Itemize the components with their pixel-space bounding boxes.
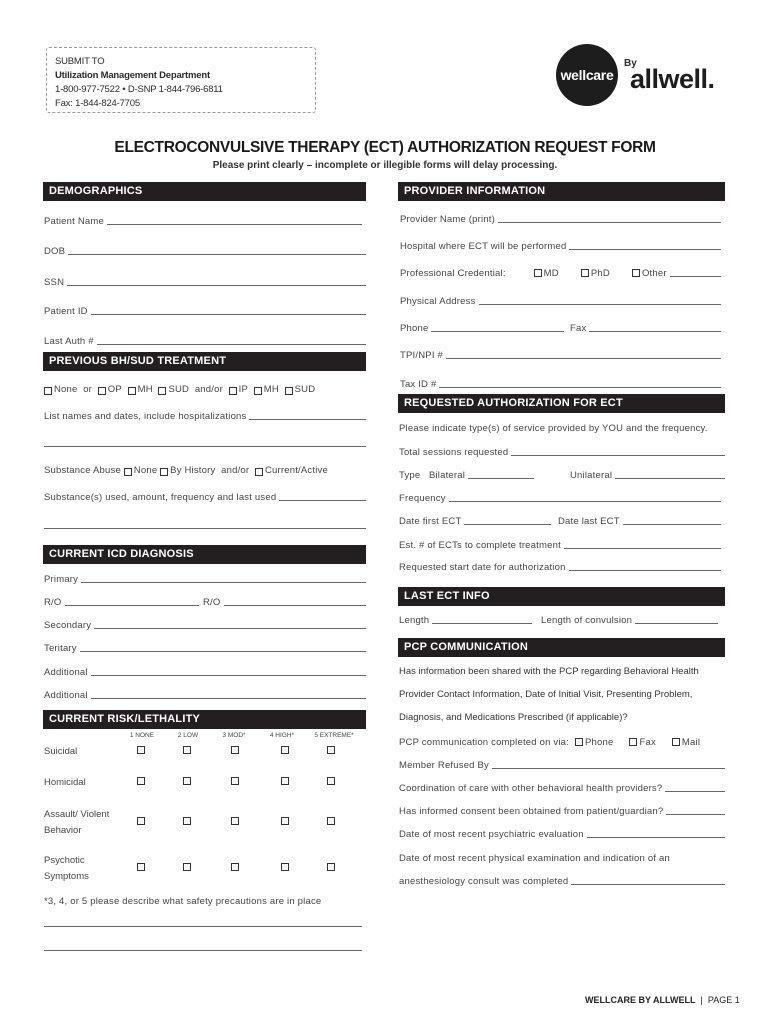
risk-row-behavior: Behavior [44, 825, 82, 836]
risk-checkbox-assault-2[interactable] [183, 817, 191, 825]
pcp-completed-row: PCP communication completed on via: Phone Fax Mail [399, 737, 701, 748]
consent-field[interactable]: Has informed consent been obtained from patient/guardian? [399, 806, 725, 817]
risk-checkbox-suicidal-5[interactable] [327, 746, 335, 754]
requested-header: REQUESTED AUTHORIZATION FOR ECT [398, 394, 725, 413]
submit-dept: Utilization Management Department [55, 70, 210, 81]
demographics-header: DEMOGRAPHICS [43, 182, 366, 201]
additional2-field[interactable]: Additional [44, 690, 366, 701]
sud-ip-checkbox[interactable] [285, 387, 293, 395]
provider-header: PROVIDER INFORMATION [398, 182, 725, 201]
type-bilateral-field[interactable]: Type Bilateral [399, 470, 534, 481]
none-checkbox[interactable] [44, 387, 52, 395]
risk-checkbox-assault-3[interactable] [231, 817, 239, 825]
patient-id-field[interactable]: Patient ID [44, 306, 366, 317]
pcp-line-1: Has information been shared with the PCP regarding Behavioral Health [399, 666, 699, 677]
safety-line-1[interactable] [44, 926, 362, 927]
risk-checkbox-psychotic-1[interactable] [137, 863, 145, 871]
coordination-field[interactable]: Coordination of care with other behavioral health providers? [399, 783, 725, 794]
op-checkbox[interactable] [98, 387, 106, 395]
risk-checkbox-homicidal-5[interactable] [327, 777, 335, 785]
risk-checkbox-assault-1[interactable] [137, 817, 145, 825]
risk-col-mod: 3 MOD* [222, 732, 246, 739]
pcp-mail-checkbox[interactable] [672, 738, 680, 746]
risk-checkbox-suicidal-3[interactable] [231, 746, 239, 754]
credential-row: Professional Credential: MD PhD Other [400, 268, 721, 279]
fax-field[interactable]: Fax [570, 323, 721, 334]
provider-name-field[interactable]: Provider Name (print) [400, 214, 721, 225]
icd-header: CURRENT ICD DIAGNOSIS [43, 545, 366, 564]
substance-abuse-row: Substance Abuse None By History and/or Current/Active [44, 465, 328, 476]
physical-line-1: Date of most recent physical examination and indication of an [399, 853, 670, 864]
form-subtitle: Please print clearly – incomplete or illegible forms will delay processing. [212, 160, 558, 171]
previous-treatment-header: PREVIOUS BH/SUD TREATMENT [43, 352, 366, 371]
last-ect-header: LAST ECT INFO [398, 587, 725, 606]
sa-none-checkbox[interactable] [124, 468, 132, 476]
current-active-checkbox[interactable] [255, 468, 263, 476]
ro1-field[interactable]: R/O [44, 597, 199, 608]
sud-op-checkbox[interactable] [158, 387, 166, 395]
wellcare-logo: wellcare [556, 44, 618, 106]
risk-checkbox-suicidal-4[interactable] [281, 746, 289, 754]
indicate-text: Please indicate type(s) of service provided by YOU and the frequency. [399, 423, 708, 434]
form-title: ELECTROCONVULSIVE THERAPY (ECT) AUTHORIZATION REQUEST FORM [114, 139, 656, 156]
ip-checkbox[interactable] [229, 387, 237, 395]
md-checkbox[interactable] [534, 269, 542, 277]
risk-row-psychotic: Psychotic [44, 855, 85, 866]
risk-col-high: 4 HIGH* [269, 732, 295, 739]
risk-row-assault: Assault/ Violent [44, 809, 110, 820]
anesthesiology-field[interactable]: anesthesiology consult was completed [399, 876, 725, 887]
risk-header: CURRENT RISK/LETHALITY [43, 710, 366, 729]
risk-checkbox-homicidal-3[interactable] [231, 777, 239, 785]
total-sessions-field[interactable]: Total sessions requested [399, 447, 725, 458]
risk-checkbox-homicidal-2[interactable] [183, 777, 191, 785]
last-auth-field[interactable]: Last Auth # [44, 336, 366, 347]
additional1-field[interactable]: Additional [44, 667, 366, 678]
by-history-checkbox[interactable] [160, 468, 168, 476]
secondary-field[interactable]: Secondary [44, 620, 366, 631]
mh-ip-checkbox[interactable] [254, 387, 262, 395]
tpi-field[interactable]: TPI/NPI # [400, 350, 721, 361]
unilateral-field[interactable]: Unilateral [570, 470, 725, 481]
risk-col-extreme: 5 EXTREME* [314, 732, 354, 739]
start-date-field[interactable]: Requested start date for authorization [399, 562, 721, 573]
phd-checkbox[interactable] [581, 269, 589, 277]
pcp-line-2: Provider Contact Information, Date of Initial Visit, Presenting Problem, [399, 689, 693, 700]
tax-id-field[interactable]: Tax ID # [400, 379, 721, 390]
pcp-line-3: Diagnosis, and Medications Prescribed (if applicable)? [399, 712, 628, 723]
primary-field[interactable]: Primary [44, 574, 366, 585]
submit-phones: 1-800-977-7522 • D-SNP 1-844-796-6811 [55, 84, 223, 95]
psych-eval-field[interactable]: Date of most recent psychiatric evaluation [399, 829, 725, 840]
risk-checkbox-homicidal-4[interactable] [281, 777, 289, 785]
risk-col-low: 2 LOW [177, 732, 199, 739]
mh-op-checkbox[interactable] [128, 387, 136, 395]
hospital-field[interactable]: Hospital where ECT will be performed [400, 241, 721, 252]
pcp-header: PCP COMMUNICATION [398, 638, 725, 657]
length-field[interactable]: Length [399, 615, 532, 626]
substances-line[interactable] [44, 528, 366, 529]
submit-fax: Fax: 1-844-824-7705 [55, 98, 140, 109]
page-footer: WELLCARE BY ALLWELL | PAGE 1 [585, 995, 740, 1005]
pcp-phone-checkbox[interactable] [575, 738, 583, 746]
ssn-field[interactable]: SSN [44, 277, 366, 288]
patient-name-field[interactable]: Patient Name [44, 216, 362, 227]
pcp-fax-checkbox[interactable] [629, 738, 637, 746]
phone-field[interactable]: Phone [400, 323, 564, 334]
member-refused-field[interactable]: Member Refused By [399, 760, 725, 771]
allwell-logo: allwell. [630, 64, 715, 94]
risk-row-homicidal: Homicidal [44, 777, 86, 788]
other-credential-line[interactable] [670, 276, 721, 277]
safety-line-2[interactable] [44, 950, 362, 951]
risk-checkbox-suicidal-2[interactable] [183, 746, 191, 754]
risk-checkbox-suicidal-1[interactable] [137, 746, 145, 754]
previous-treatment-options: None or OP MH SUD and/or IP MH SUD [44, 384, 315, 395]
submit-to-box [46, 47, 316, 113]
risk-checkbox-psychotic-5[interactable] [327, 863, 335, 871]
convulsion-field[interactable]: Length of convulsion [541, 615, 718, 626]
ro2-field[interactable]: R/O [203, 597, 366, 608]
date-last-field[interactable]: Date last ECT [558, 516, 721, 527]
risk-checkbox-psychotic-4[interactable] [281, 863, 289, 871]
frequency-field[interactable]: Frequency [399, 493, 721, 504]
logo-by: By [624, 58, 637, 69]
risk-checkbox-psychotic-2[interactable] [183, 863, 191, 871]
dob-field[interactable]: DOB [44, 246, 366, 257]
risk-checkbox-assault-5[interactable] [327, 817, 335, 825]
date-first-field[interactable]: Date first ECT [399, 516, 551, 527]
substances-used-field[interactable]: Substance(s) used, amount, frequency and last used [44, 492, 366, 503]
est-ects-field[interactable]: Est. # of ECTs to complete treatment [399, 540, 721, 551]
list-names-field[interactable]: List names and dates, include hospitalizations [44, 411, 366, 422]
risk-checkbox-homicidal-1[interactable] [137, 777, 145, 785]
risk-checkbox-assault-4[interactable] [281, 817, 289, 825]
teritary-field[interactable]: Teritary [44, 643, 366, 654]
submit-heading: SUBMIT TO [55, 56, 105, 67]
address-field[interactable]: Physical Address [400, 296, 721, 307]
list-names-line[interactable] [44, 446, 366, 447]
risk-row-suicidal: Suicidal [44, 746, 78, 757]
risk-checkbox-psychotic-3[interactable] [231, 863, 239, 871]
risk-row-symptoms: Symptoms [44, 871, 89, 882]
other-checkbox[interactable] [632, 269, 640, 277]
risk-col-none: 1 NONE [129, 732, 155, 739]
safety-note: *3, 4, or 5 please describe what safety precautions are in place [44, 896, 322, 907]
